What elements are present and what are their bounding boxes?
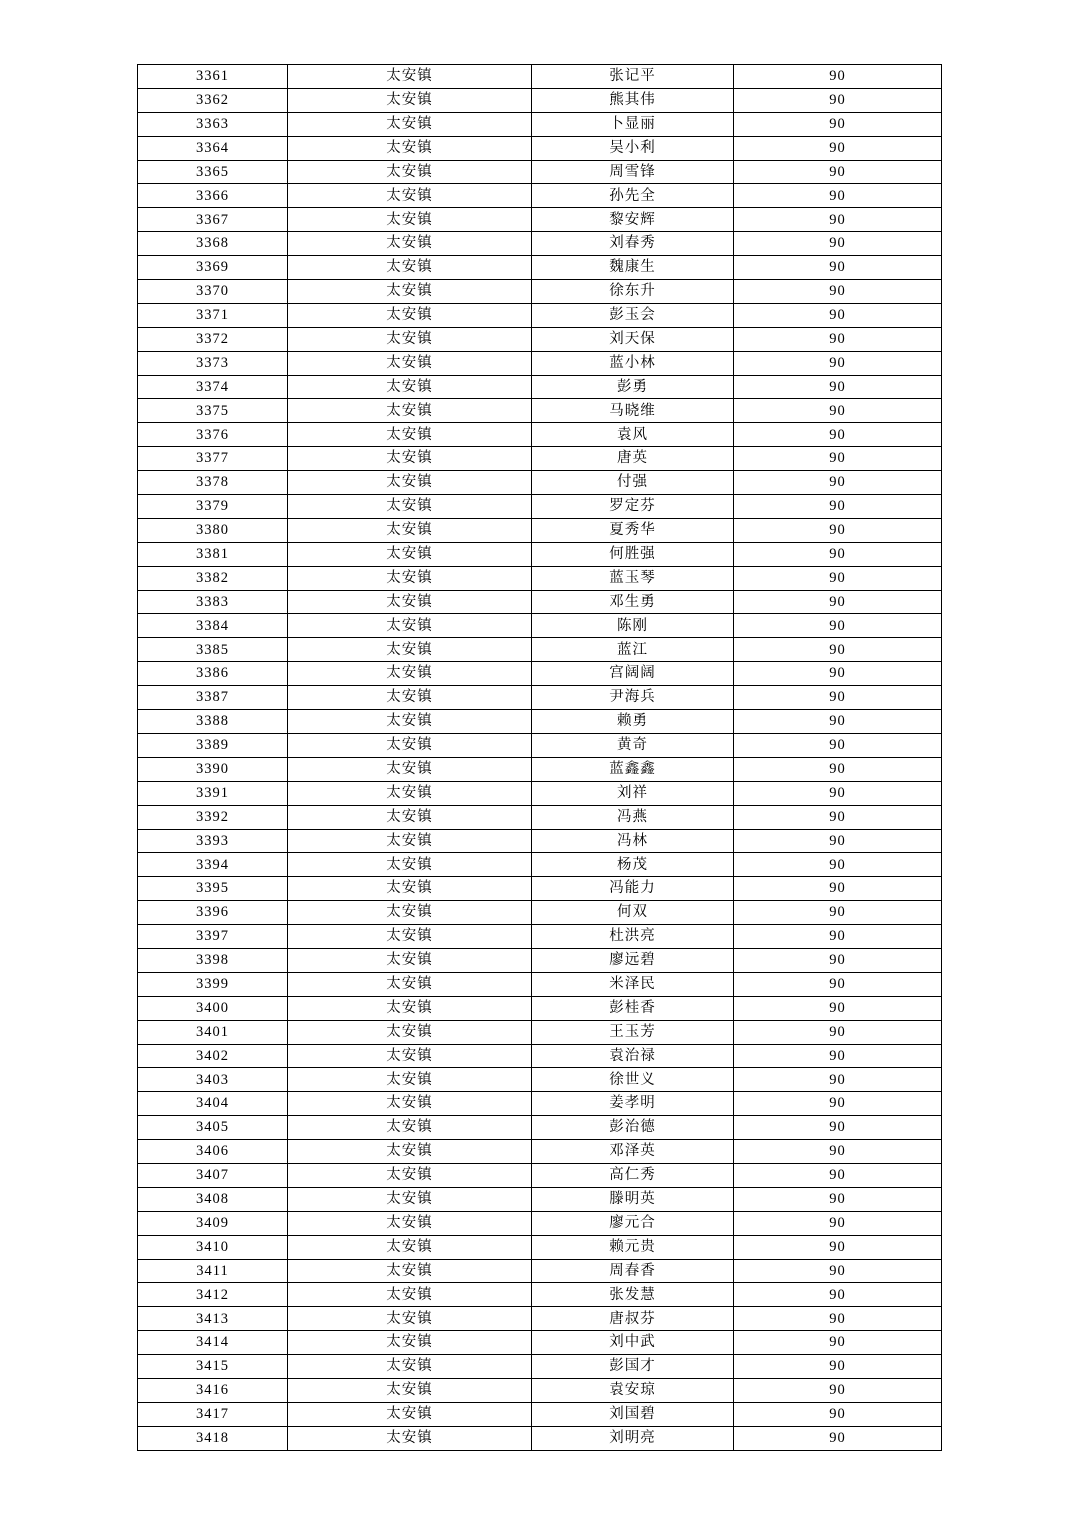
serial-cell: 3409 [138,1211,288,1235]
town-cell: 太安镇 [288,208,532,232]
town-cell: 太安镇 [288,327,532,351]
table-row [138,327,942,351]
name-cell: 米泽民 [532,972,734,996]
table-row [138,136,942,160]
table-row [138,1283,942,1307]
serial-cell: 3411 [138,1259,288,1283]
serial-cell: 3402 [138,1044,288,1068]
town-cell: 太安镇 [288,901,532,925]
table-row [138,351,942,375]
town-cell: 太安镇 [288,518,532,542]
town-cell: 太安镇 [288,590,532,614]
name-cell: 刘春秀 [532,232,734,256]
table-row [138,471,942,495]
score-cell: 90 [734,1092,942,1116]
town-cell: 太安镇 [288,542,532,566]
town-cell: 太安镇 [288,1307,532,1331]
name-cell: 蓝玉琴 [532,566,734,590]
town-cell: 太安镇 [288,829,532,853]
score-cell: 90 [734,65,942,89]
table-row [138,733,942,757]
score-cell: 90 [734,638,942,662]
town-cell: 太安镇 [288,1259,532,1283]
town-cell: 太安镇 [288,1187,532,1211]
town-cell: 太安镇 [288,112,532,136]
score-cell: 90 [734,1402,942,1426]
score-cell: 90 [734,1163,942,1187]
table-row [138,1092,942,1116]
score-cell: 90 [734,232,942,256]
town-cell: 太安镇 [288,757,532,781]
table-row [138,208,942,232]
score-cell: 90 [734,1426,942,1450]
table-row [138,495,942,519]
serial-cell: 3418 [138,1426,288,1450]
serial-cell: 3407 [138,1163,288,1187]
score-cell: 90 [734,423,942,447]
serial-cell: 3388 [138,710,288,734]
table-row [138,1116,942,1140]
name-cell: 邓泽英 [532,1140,734,1164]
name-cell: 彭勇 [532,375,734,399]
town-cell: 太安镇 [288,925,532,949]
table-row [138,710,942,734]
table-row [138,781,942,805]
table-row [138,590,942,614]
table-row [138,399,942,423]
name-cell: 周春香 [532,1259,734,1283]
town-cell: 太安镇 [288,733,532,757]
serial-cell: 3415 [138,1355,288,1379]
score-cell: 90 [734,566,942,590]
name-cell: 徐世义 [532,1068,734,1092]
table-row [138,112,942,136]
table-row [138,948,942,972]
town-cell: 太安镇 [288,614,532,638]
town-cell: 太安镇 [288,996,532,1020]
table-row [138,256,942,280]
score-cell: 90 [734,1187,942,1211]
serial-cell: 3378 [138,471,288,495]
score-cell: 90 [734,1355,942,1379]
name-cell: 赖元贵 [532,1235,734,1259]
town-cell: 太安镇 [288,471,532,495]
serial-cell: 3383 [138,590,288,614]
name-cell: 彭桂香 [532,996,734,1020]
table-row [138,925,942,949]
serial-cell: 3384 [138,614,288,638]
score-cell: 90 [734,1211,942,1235]
serial-cell: 3416 [138,1378,288,1402]
name-cell: 徐东升 [532,280,734,304]
serial-cell: 3377 [138,447,288,471]
serial-cell: 3364 [138,136,288,160]
name-cell: 马晓维 [532,399,734,423]
score-table-body [138,65,942,1451]
table-row [138,518,942,542]
name-cell: 刘明亮 [532,1426,734,1450]
table-row [138,65,942,89]
table-row [138,686,942,710]
town-cell: 太安镇 [288,662,532,686]
score-cell: 90 [734,351,942,375]
serial-cell: 3404 [138,1092,288,1116]
serial-cell: 3401 [138,1020,288,1044]
name-cell: 周雪锋 [532,160,734,184]
town-cell: 太安镇 [288,232,532,256]
name-cell: 邓生勇 [532,590,734,614]
name-cell: 姜孝明 [532,1092,734,1116]
serial-cell: 3372 [138,327,288,351]
table-row [138,805,942,829]
town-cell: 太安镇 [288,1378,532,1402]
serial-cell: 3390 [138,757,288,781]
serial-cell: 3375 [138,399,288,423]
serial-cell: 3382 [138,566,288,590]
table-row [138,280,942,304]
score-cell: 90 [734,805,942,829]
score-cell: 90 [734,710,942,734]
serial-cell: 3405 [138,1116,288,1140]
table-row [138,184,942,208]
score-cell: 90 [734,1116,942,1140]
score-cell: 90 [734,1259,942,1283]
name-cell: 魏康生 [532,256,734,280]
name-cell: 宫阔阔 [532,662,734,686]
name-cell: 卜显丽 [532,112,734,136]
score-cell: 90 [734,925,942,949]
town-cell: 太安镇 [288,88,532,112]
serial-cell: 3365 [138,160,288,184]
score-cell: 90 [734,590,942,614]
table-row [138,1235,942,1259]
score-cell: 90 [734,1140,942,1164]
serial-cell: 3376 [138,423,288,447]
serial-cell: 3400 [138,996,288,1020]
town-cell: 太安镇 [288,1283,532,1307]
score-cell: 90 [734,1044,942,1068]
table-row [138,375,942,399]
town-cell: 太安镇 [288,566,532,590]
score-cell: 90 [734,1020,942,1044]
score-cell: 90 [734,1283,942,1307]
serial-cell: 3410 [138,1235,288,1259]
table-row [138,1140,942,1164]
name-cell: 袁安琼 [532,1378,734,1402]
name-cell: 彭玉会 [532,303,734,327]
town-cell: 太安镇 [288,1235,532,1259]
score-cell: 90 [734,853,942,877]
serial-cell: 3408 [138,1187,288,1211]
score-cell: 90 [734,136,942,160]
table-row [138,447,942,471]
town-cell: 太安镇 [288,710,532,734]
name-cell: 何胜强 [532,542,734,566]
table-row [138,901,942,925]
table-row [138,1020,942,1044]
name-cell: 刘天保 [532,327,734,351]
town-cell: 太安镇 [288,948,532,972]
name-cell: 夏秀华 [532,518,734,542]
serial-cell: 3368 [138,232,288,256]
score-cell: 90 [734,1068,942,1092]
table-row [138,638,942,662]
score-cell: 90 [734,447,942,471]
score-cell: 90 [734,399,942,423]
serial-cell: 3417 [138,1402,288,1426]
serial-cell: 3403 [138,1068,288,1092]
serial-cell: 3392 [138,805,288,829]
table-row [138,303,942,327]
name-cell: 冯能力 [532,877,734,901]
name-cell: 杨茂 [532,853,734,877]
name-cell: 蓝江 [532,638,734,662]
name-cell: 刘祥 [532,781,734,805]
name-cell: 冯燕 [532,805,734,829]
serial-cell: 3362 [138,88,288,112]
serial-cell: 3366 [138,184,288,208]
serial-cell: 3373 [138,351,288,375]
name-cell: 廖远碧 [532,948,734,972]
score-cell: 90 [734,1331,942,1355]
town-cell: 太安镇 [288,638,532,662]
table-row [138,996,942,1020]
name-cell: 罗定芬 [532,495,734,519]
table-row [138,1187,942,1211]
name-cell: 王玉芳 [532,1020,734,1044]
table-row [138,662,942,686]
town-cell: 太安镇 [288,1331,532,1355]
name-cell: 张记平 [532,65,734,89]
serial-cell: 3369 [138,256,288,280]
name-cell: 唐英 [532,447,734,471]
score-cell: 90 [734,208,942,232]
table-row [138,1307,942,1331]
table-row [138,1378,942,1402]
serial-cell: 3393 [138,829,288,853]
score-cell: 90 [734,1378,942,1402]
score-cell: 90 [734,495,942,519]
serial-cell: 3398 [138,948,288,972]
town-cell: 太安镇 [288,184,532,208]
table-row [138,1331,942,1355]
town-cell: 太安镇 [288,160,532,184]
serial-cell: 3406 [138,1140,288,1164]
score-cell: 90 [734,733,942,757]
town-cell: 太安镇 [288,686,532,710]
town-cell: 太安镇 [288,447,532,471]
name-cell: 蓝小林 [532,351,734,375]
score-cell: 90 [734,256,942,280]
score-cell: 90 [734,184,942,208]
serial-cell: 3397 [138,925,288,949]
town-cell: 太安镇 [288,1355,532,1379]
town-cell: 太安镇 [288,877,532,901]
score-cell: 90 [734,112,942,136]
table-row [138,542,942,566]
name-cell: 彭治德 [532,1116,734,1140]
name-cell: 刘中武 [532,1331,734,1355]
name-cell: 付强 [532,471,734,495]
serial-cell: 3391 [138,781,288,805]
serial-cell: 3387 [138,686,288,710]
serial-cell: 3396 [138,901,288,925]
town-cell: 太安镇 [288,1068,532,1092]
serial-cell: 3395 [138,877,288,901]
score-cell: 90 [734,972,942,996]
score-cell: 90 [734,614,942,638]
serial-cell: 3370 [138,280,288,304]
town-cell: 太安镇 [288,351,532,375]
serial-cell: 3389 [138,733,288,757]
serial-cell: 3363 [138,112,288,136]
table-row [138,160,942,184]
score-cell: 90 [734,877,942,901]
serial-cell: 3367 [138,208,288,232]
name-cell: 唐叔芬 [532,1307,734,1331]
serial-cell: 3399 [138,972,288,996]
name-cell: 袁治禄 [532,1044,734,1068]
name-cell: 高仁秀 [532,1163,734,1187]
table-row [138,1426,942,1450]
name-cell: 陈刚 [532,614,734,638]
score-table [137,64,942,1451]
score-cell: 90 [734,901,942,925]
serial-cell: 3412 [138,1283,288,1307]
score-cell: 90 [734,948,942,972]
name-cell: 吴小利 [532,136,734,160]
table-row [138,1068,942,1092]
score-cell: 90 [734,375,942,399]
name-cell: 熊其伟 [532,88,734,112]
score-cell: 90 [734,518,942,542]
serial-cell: 3414 [138,1331,288,1355]
serial-cell: 3386 [138,662,288,686]
serial-cell: 3379 [138,495,288,519]
serial-cell: 3413 [138,1307,288,1331]
town-cell: 太安镇 [288,853,532,877]
score-cell: 90 [734,757,942,781]
town-cell: 太安镇 [288,1020,532,1044]
serial-cell: 3381 [138,542,288,566]
score-cell: 90 [734,542,942,566]
table-row [138,1402,942,1426]
name-cell: 尹海兵 [532,686,734,710]
score-cell: 90 [734,662,942,686]
table-row [138,566,942,590]
score-cell: 90 [734,996,942,1020]
name-cell: 赖勇 [532,710,734,734]
table-row [138,1355,942,1379]
town-cell: 太安镇 [288,423,532,447]
town-cell: 太安镇 [288,1163,532,1187]
score-cell: 90 [734,160,942,184]
table-row [138,88,942,112]
town-cell: 太安镇 [288,495,532,519]
table-row [138,853,942,877]
town-cell: 太安镇 [288,1092,532,1116]
table-row [138,423,942,447]
name-cell: 何双 [532,901,734,925]
score-cell: 90 [734,686,942,710]
table-row [138,1044,942,1068]
table-row [138,757,942,781]
town-cell: 太安镇 [288,1211,532,1235]
name-cell: 彭国才 [532,1355,734,1379]
score-cell: 90 [734,829,942,853]
town-cell: 太安镇 [288,136,532,160]
score-cell: 90 [734,1307,942,1331]
name-cell: 杜洪亮 [532,925,734,949]
town-cell: 太安镇 [288,375,532,399]
table-row [138,972,942,996]
town-cell: 太安镇 [288,972,532,996]
table-row [138,877,942,901]
serial-cell: 3394 [138,853,288,877]
name-cell: 冯林 [532,829,734,853]
town-cell: 太安镇 [288,65,532,89]
town-cell: 太安镇 [288,1116,532,1140]
town-cell: 太安镇 [288,1044,532,1068]
town-cell: 太安镇 [288,1402,532,1426]
name-cell: 蓝鑫鑫 [532,757,734,781]
serial-cell: 3371 [138,303,288,327]
name-cell: 黄奇 [532,733,734,757]
town-cell: 太安镇 [288,303,532,327]
town-cell: 太安镇 [288,805,532,829]
table-row [138,614,942,638]
town-cell: 太安镇 [288,399,532,423]
name-cell: 张发慧 [532,1283,734,1307]
table-row [138,232,942,256]
serial-cell: 3361 [138,65,288,89]
score-cell: 90 [734,781,942,805]
town-cell: 太安镇 [288,781,532,805]
table-row [138,1211,942,1235]
score-cell: 90 [734,88,942,112]
name-cell: 刘国碧 [532,1402,734,1426]
score-cell: 90 [734,1235,942,1259]
serial-cell: 3385 [138,638,288,662]
name-cell: 孙先全 [532,184,734,208]
table-row [138,829,942,853]
town-cell: 太安镇 [288,256,532,280]
name-cell: 袁风 [532,423,734,447]
table-row [138,1163,942,1187]
score-cell: 90 [734,280,942,304]
score-cell: 90 [734,471,942,495]
town-cell: 太安镇 [288,1426,532,1450]
serial-cell: 3380 [138,518,288,542]
town-cell: 太安镇 [288,280,532,304]
name-cell: 滕明英 [532,1187,734,1211]
table-row [138,1259,942,1283]
town-cell: 太安镇 [288,1140,532,1164]
score-cell: 90 [734,327,942,351]
score-cell: 90 [734,303,942,327]
name-cell: 廖元合 [532,1211,734,1235]
name-cell: 黎安辉 [532,208,734,232]
serial-cell: 3374 [138,375,288,399]
